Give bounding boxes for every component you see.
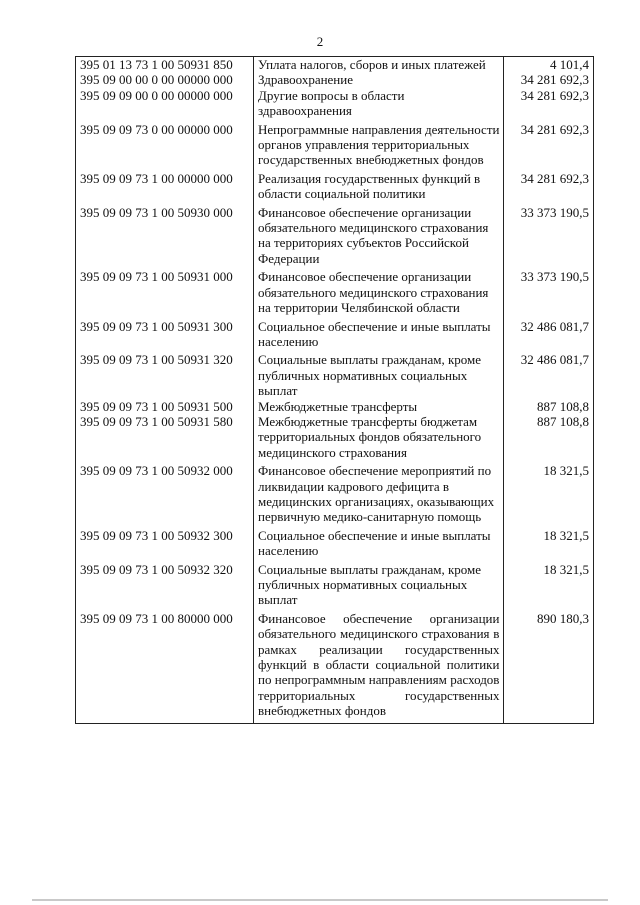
expense-name-cell: Социальное обеспечение и иные выплаты населению <box>254 316 504 350</box>
amount-cell: 32 486 081,7 <box>504 316 594 350</box>
amount-cell: 34 281 692,3 <box>504 88 594 119</box>
table-row <box>76 119 594 168</box>
table-row <box>76 57 594 73</box>
budget-code-cell: 395 09 09 73 1 00 50931 580 <box>76 414 254 460</box>
budget-code-cell: 395 09 09 73 1 00 80000 000 <box>76 608 254 723</box>
budget-table-body <box>76 57 594 724</box>
budget-code-cell: 395 09 09 73 1 00 50932 320 <box>76 559 254 608</box>
expense-name-cell: Межбюджетные трансферты <box>254 399 504 414</box>
page-number: 2 <box>316 34 324 49</box>
table-row <box>76 316 594 350</box>
expense-name-cell: Социальное обеспечение и иные выплаты населению <box>254 525 504 559</box>
amount-cell: 887 108,8 <box>504 414 594 460</box>
expense-name-cell: Непрограммные направления деятельности органов управления территориальных государственных внебюджетных фондов <box>254 119 504 168</box>
budget-code-cell: 395 09 09 73 1 00 50932 300 <box>76 525 254 559</box>
table-row <box>76 399 594 414</box>
budget-code-cell: 395 09 09 73 1 00 50932 000 <box>76 460 254 525</box>
scan-edge-line <box>0 899 640 901</box>
amount-cell: 890 180,3 <box>504 608 594 723</box>
amount-cell: 18 321,5 <box>504 460 594 525</box>
budget-code-cell: 395 09 09 00 0 00 00000 000 <box>76 88 254 119</box>
expense-name-cell: Финансовое обеспечение мероприятий по ликвидации кадрового дефицита в медицинских организациях, оказывающих первичную медико-санитарную помощь <box>254 460 504 525</box>
amount-cell: 887 108,8 <box>504 399 594 414</box>
amount-cell: 33 373 190,5 <box>504 202 594 267</box>
expense-name-cell: Другие вопросы в области здравоохранения <box>254 88 504 119</box>
table-row <box>76 460 594 525</box>
amount-cell: 32 486 081,7 <box>504 349 594 398</box>
budget-code-cell: 395 09 09 73 1 00 50931 300 <box>76 316 254 350</box>
expense-name-cell: Здравоохранение <box>254 72 504 87</box>
budget-table <box>75 56 594 724</box>
amount-cell: 34 281 692,3 <box>504 119 594 168</box>
table-row <box>76 72 594 87</box>
amount-cell: 34 281 692,3 <box>504 168 594 202</box>
table-row <box>76 266 594 315</box>
expense-name-cell: Финансовое обеспечение организации обязательного медицинского страхования в рамках реализации государственных функций в области социальной политики по непрограммным направлениям расходов территориальных государственных внебюджетных фондов <box>254 608 504 723</box>
table-row <box>76 88 594 119</box>
expense-name-cell: Финансовое обеспечение организации обязательного медицинского страхования на территории Челябинской области <box>254 266 504 315</box>
table-row <box>76 608 594 723</box>
amount-cell: 4 101,4 <box>504 57 594 73</box>
table-row <box>76 414 594 460</box>
amount-cell: 18 321,5 <box>504 525 594 559</box>
expense-name-cell: Межбюджетные трансферты бюджетам территориальных фондов обязательного медицинского страхования <box>254 414 504 460</box>
table-row <box>76 202 594 267</box>
budget-code-cell: 395 09 09 73 0 00 00000 000 <box>76 119 254 168</box>
table-row <box>76 559 594 608</box>
expense-name-cell: Уплата налогов, сборов и иных платежей <box>254 57 504 73</box>
amount-cell: 34 281 692,3 <box>504 72 594 87</box>
expense-name-cell: Социальные выплаты гражданам, кроме публичных нормативных социальных выплат <box>254 559 504 608</box>
budget-code-cell: 395 09 09 73 1 00 50931 320 <box>76 349 254 398</box>
budget-code-cell: 395 09 09 73 1 00 50931 000 <box>76 266 254 315</box>
budget-code-cell: 395 09 09 73 1 00 00000 000 <box>76 168 254 202</box>
amount-cell: 33 373 190,5 <box>504 266 594 315</box>
amount-cell: 18 321,5 <box>504 559 594 608</box>
expense-name-cell: Финансовое обеспечение организации обязательного медицинского страхования на территориях субъектов Российской Федерации <box>254 202 504 267</box>
budget-code-cell: 395 01 13 73 1 00 50931 850 <box>76 57 254 73</box>
expense-name-cell: Социальные выплаты гражданам, кроме публичных нормативных социальных выплат <box>254 349 504 398</box>
expense-name-cell: Реализация государственных функций в области социальной политики <box>254 168 504 202</box>
table-row <box>76 525 594 559</box>
budget-code-cell: 395 09 09 73 1 00 50931 500 <box>76 399 254 414</box>
table-row <box>76 349 594 398</box>
budget-code-cell: 395 09 00 00 0 00 00000 000 <box>76 72 254 87</box>
budget-code-cell: 395 09 09 73 1 00 50930 000 <box>76 202 254 267</box>
table-row <box>76 168 594 202</box>
